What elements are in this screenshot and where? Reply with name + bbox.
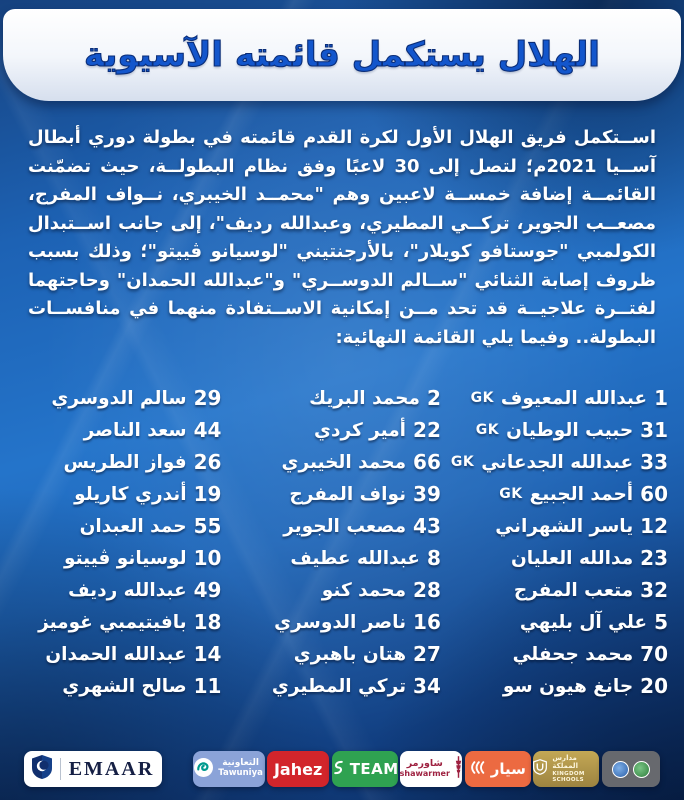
player-number: 5 [654, 610, 668, 634]
player-number: 2 [426, 386, 441, 410]
sponsor-shawarmer-labels [400, 759, 450, 778]
player-row [12, 574, 225, 606]
player-row [451, 510, 672, 542]
kingdom-schools-shield-icon [533, 759, 547, 779]
player-number: 60 [640, 482, 668, 506]
player-number: 16 [413, 610, 441, 634]
player-name: أمير كردي [314, 419, 407, 441]
player-number: 70 [640, 642, 668, 666]
player-row [231, 606, 444, 638]
sponsor-siyar-label: سيار [490, 760, 526, 778]
sponsor-kingdom-labels [552, 754, 599, 784]
player-name: متعب المفرج [513, 579, 634, 601]
sponsor-shawarmer-label-ar: شاورمر [406, 758, 443, 770]
sponsor-shawarmer [400, 751, 462, 787]
player-name: فواز الطريس [63, 451, 187, 473]
player-position-tag: GK [499, 486, 523, 502]
player-number: 23 [640, 546, 668, 570]
player-position-tag: GK [475, 422, 500, 438]
player-number: 27 [413, 642, 441, 666]
player-row [451, 446, 672, 478]
sponsor-team-label: TEAM [349, 760, 399, 778]
player-row [231, 382, 444, 414]
header-banner [3, 9, 681, 101]
sponsor-emaar-label: EMAAR [68, 757, 155, 780]
player-number: 1 [654, 386, 668, 410]
player-number: 31 [640, 418, 668, 442]
player-name: نواف المفرج [289, 483, 407, 505]
player-number: 19 [193, 482, 222, 506]
player-row [451, 574, 672, 606]
player-number: 8 [426, 546, 441, 570]
player-name: سعد الناصر [83, 419, 187, 441]
player-name: أحمد الجبيع [529, 483, 634, 505]
player-name: مصعب الجوير [283, 515, 407, 537]
player-row [451, 382, 672, 414]
player-name: صالح الشهري [62, 675, 187, 697]
player-position-tag: GK [450, 454, 475, 470]
player-number: 34 [413, 674, 441, 698]
player-row [12, 382, 225, 414]
player-number: 18 [193, 610, 222, 634]
player-row [12, 510, 225, 542]
player-row [12, 606, 225, 638]
player-row [451, 542, 672, 574]
player-row [231, 542, 444, 574]
sponsor-kingdom-schools [533, 751, 599, 787]
player-row [231, 574, 444, 606]
player-row [231, 670, 444, 702]
player-row [451, 414, 672, 446]
player-number: 55 [193, 514, 222, 538]
divider [60, 758, 61, 780]
player-row [231, 638, 444, 670]
player-name: محمد الخيبري [281, 451, 407, 473]
player-number: 20 [640, 674, 668, 698]
player-row [451, 606, 672, 638]
tawuniya-swirl-icon [194, 758, 213, 781]
player-number: 22 [413, 418, 441, 442]
player-name: ناصر الدوسري [274, 611, 407, 633]
player-number: 12 [640, 514, 668, 538]
player-number: 39 [413, 482, 441, 506]
sponsor-bar [24, 748, 660, 790]
player-name: بافيتيمبي غوميز [38, 611, 187, 633]
intro-paragraph: اســتكمل فريق الهلال الأول لكرة القدم قائمته في بطولة دوري أبطال آســيا 2021م؛ لتصل إلى 30 لاعبًا وفق نظام البطولــة، حيث تضمّنت القائمــة إضافة خمســة لاعبين وهم "محمــد الخيبري، نــواف المفرج، مصعــب الجوير، تركــي المطيري، وعبدالله رديف"، إلى جانب اســتبدال الكولمبي "جوستافو كويلار"، بالأرجنتيني "لوسيانو ڤييتو"؛ وذلك بسبب ظروف إصابة الثنائي "ســالم الدوســري" و"عبدالله الحمدان" وحاجتهما لفتــرة علاجيــة قد تحد مــن إمكانية الاســتفادة منهما في منافســات البطولة.. وفيما يلي القائمة النهائية: [28, 127, 656, 348]
siyar-swirl-icon [470, 760, 486, 779]
player-name: لوسيانو ڤييتو [64, 547, 187, 569]
player-name: عبدالله عطيف [290, 547, 420, 569]
player-number: 32 [640, 578, 668, 602]
round-emblem-blue-icon [612, 761, 629, 778]
player-name: محمد كنو [321, 579, 407, 601]
page-title: الهلال يستكمل قائمته الآسيوية [84, 35, 600, 75]
player-row [12, 446, 225, 478]
player-row [451, 478, 672, 510]
player-name: عبدالله رديف [68, 579, 187, 601]
player-number: 28 [413, 578, 441, 602]
sponsor-shawarmer-label-en: shawarmer [399, 768, 450, 778]
player-name: محمد جحفلي [512, 643, 634, 665]
player-name: مدالله العليان [510, 547, 634, 569]
sponsor-jahez [267, 751, 329, 787]
player-name: سالم الدوسري [51, 387, 187, 409]
sponsor-kingdom-label-en: KINGDOM SCHOOLS [552, 770, 585, 784]
sponsor-tawuniya-labels [218, 759, 263, 778]
player-row [231, 510, 444, 542]
sponsor-emaar [24, 751, 162, 787]
sponsor-emblems [602, 751, 660, 787]
player-number: 14 [193, 642, 222, 666]
player-row [451, 638, 672, 670]
sponsor-tawuniya [193, 751, 265, 787]
player-roster [12, 382, 672, 702]
player-name: حمد العبدان [79, 515, 187, 537]
sponsor-jahez-label: Jahez [273, 759, 323, 779]
player-row [231, 414, 444, 446]
player-row [12, 670, 225, 702]
roster-column-right [451, 382, 672, 702]
player-position-tag: GK [470, 390, 494, 406]
shawarmer-skewer-icon [454, 755, 463, 783]
player-row [231, 446, 444, 478]
team-knot-icon [331, 760, 346, 779]
player-row [12, 478, 225, 510]
player-row [451, 670, 672, 702]
player-name: علي آل بليهي [519, 611, 648, 633]
player-row [12, 638, 225, 670]
player-row [231, 478, 444, 510]
player-name: جانغ هيون سو [502, 675, 634, 697]
player-name: محمد البريك [309, 387, 420, 409]
roster-column-middle [231, 382, 444, 702]
roster-column-left [12, 382, 225, 702]
player-name: عبدالله المعيوف [500, 387, 648, 409]
player-name: أندري كاريلو [74, 483, 187, 505]
player-number: 11 [193, 674, 222, 698]
sponsor-team [332, 751, 398, 787]
al-hilal-crest-icon [32, 755, 52, 783]
player-name: هتان باهبري [293, 643, 407, 665]
player-name: حبيب الوطيان [506, 419, 634, 441]
player-number: 29 [193, 386, 222, 410]
sponsor-kingdom-label-ar: مدارس المملكة [552, 754, 578, 771]
player-name: تركي المطيري [271, 675, 407, 697]
player-number: 10 [193, 546, 222, 570]
sponsor-tawuniya-label-en: Tawuniya [218, 768, 263, 779]
player-number: 49 [193, 578, 222, 602]
player-row [12, 542, 225, 574]
player-number: 33 [640, 450, 668, 474]
player-number: 44 [193, 418, 222, 442]
player-number: 66 [413, 450, 441, 474]
player-number: 43 [413, 514, 441, 538]
player-name: عبدالله الجدعاني [481, 451, 634, 473]
player-name: عبدالله الحمدان [45, 643, 187, 665]
player-name: ياسر الشهراني [495, 515, 634, 537]
player-number: 26 [193, 450, 222, 474]
sponsor-tawuniya-label-ar: التعاونية [222, 758, 259, 769]
round-emblem-green-icon [633, 761, 650, 778]
sponsor-siyar [465, 751, 531, 787]
player-row [12, 414, 225, 446]
